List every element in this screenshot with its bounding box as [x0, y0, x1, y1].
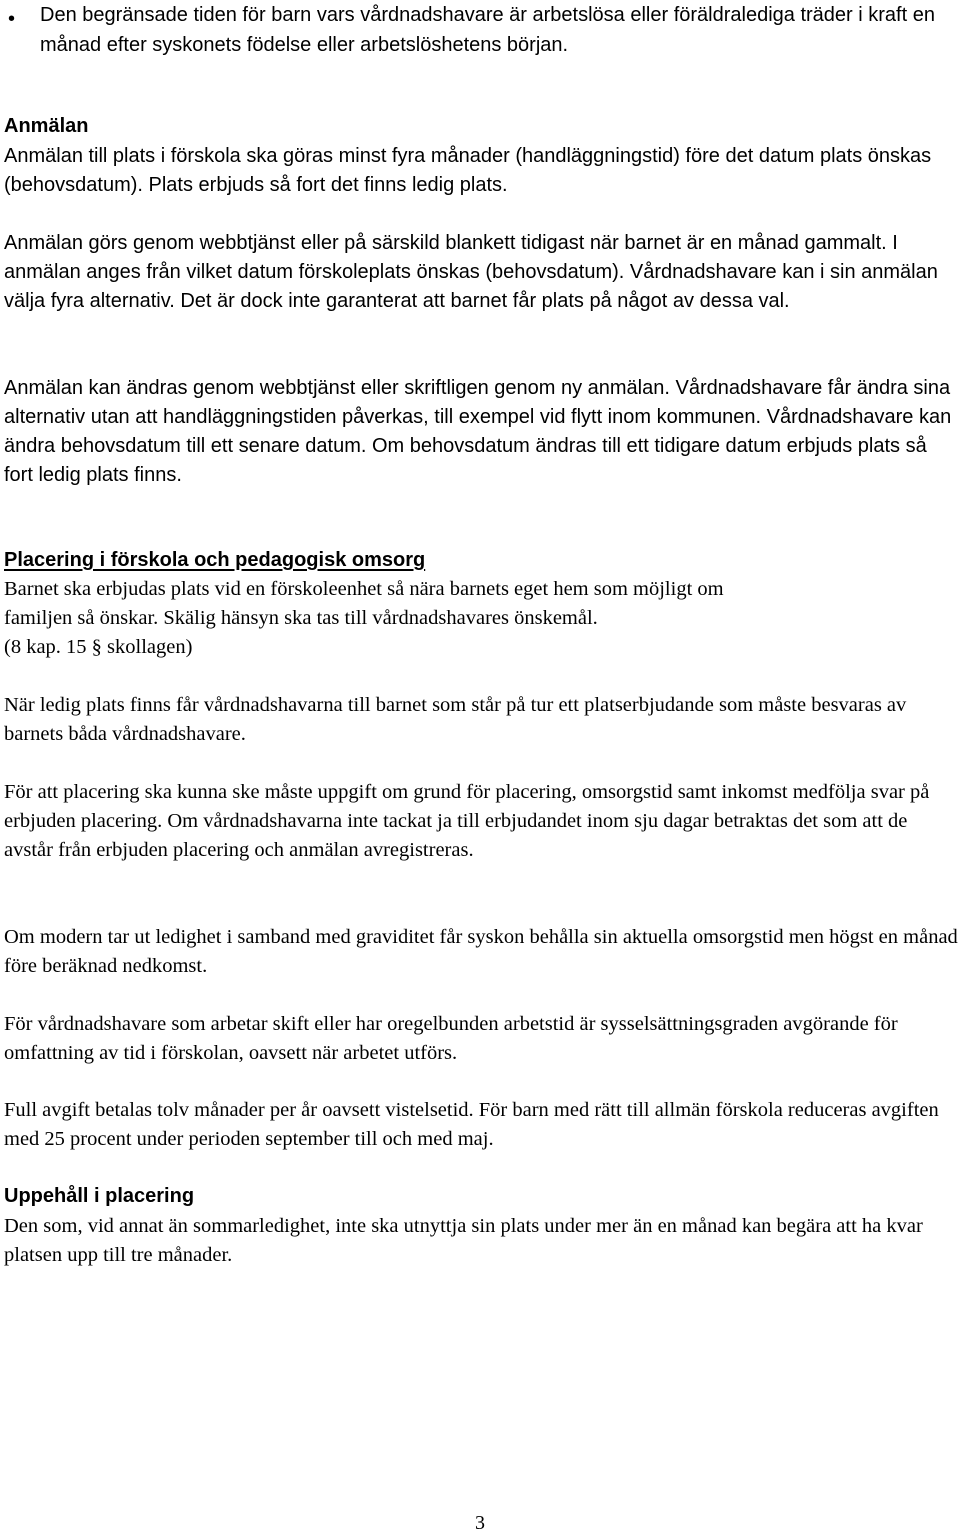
paragraph-line: familjen så önskar. Skälig hänsyn ska tas till vårdnadshavares önskemål. — [4, 607, 598, 629]
paragraph: Om modern tar ut ledighet i samband med graviditet får syskon behålla sin aktuella omsorgstid men högst en månad före beräknad nedkomst. — [4, 926, 958, 977]
paragraph: För vårdnadshavare som arbetar skift eller har oregelbunden arbetstid är sysselsättningsgraden avgörande för omfattning av tid i förskolan, oavsett när arbetet utförs. — [4, 1013, 898, 1064]
paragraph: För att placering ska kunna ske måste uppgift om grund för placering, omsorgstid samt inkomst medfölja svar på erbjuden placering. Om vårdnadshavarna inte tackat ja till erbjudandet inom sju dagar betraktas det som att de avstår från erbjuden placering och anmälan avregistreras. — [4, 781, 930, 861]
paragraph: När ledig plats finns får vårdnadshavarna till barnet som står på tur ett platserbjudande som måste besvaras av barnets båda vårdnadshavare. — [4, 694, 907, 745]
paragraph-line: Barnet ska erbjudas plats vid en förskoleenhet så nära barnets eget hem som möjligt om — [4, 578, 724, 600]
paragraph: Den som, vid annat än sommarledighet, inte ska utnyttja sin plats under mer än en månad kan begära att ha kvar platsen upp till tre månader. — [4, 1215, 923, 1266]
section-heading-uppehall: Uppehåll i placering — [4, 1185, 195, 1207]
section-heading-placering: Placering i förskola och pedagogisk omsorg — [4, 549, 426, 571]
paragraph: Anmälan kan ändras genom webbtjänst eller skriftligen genom ny anmälan. Vårdnadshavare får ändra sina alternativ utan att handläggningstiden påverkas, till exempel vid flytt inom kommunen. Vårdnadshavare kan ändra behovsdatum till ett senare datum. Om behovsdatum ändras till ett tidigare datum erbjuds plats så fort ledig plats finns. — [4, 377, 952, 486]
paragraph — [4, 575, 958, 662]
paragraph: Anmälan görs genom webbtjänst eller på särskild blankett tidigast när barnet är en månad gammalt. I anmälan anges från vilket datum förskoleplats önskas (behovsdatum). Vårdnadshavare kan i sin anmälan välja fyra alternativ. Det är dock inte garanterat att barnet får plats på något av dessa val. — [4, 232, 938, 312]
list-item-text: Den begränsade tiden för barn vars vårdnadshavare är arbetslösa eller föräldralediga träder i kraft en månad efter syskonets födelse eller arbetslöshetens början. — [40, 4, 935, 56]
page-number: 3 — [475, 1512, 485, 1534]
section-heading-anmalan: Anmälan — [4, 115, 89, 137]
paragraph-line: (8 kap. 15 § skollagen) — [4, 636, 193, 658]
paragraph: Anmälan till plats i förskola ska göras minst fyra månader (handläggningstid) före det datum plats önskas (behovsdatum). Plats erbjuds så fort det finns ledig plats. — [4, 145, 932, 196]
bullet-icon: • — [8, 8, 16, 30]
paragraph: Full avgift betalas tolv månader per år oavsett vistelsetid. För barn med rätt till allmän förskola reduceras avgiften med 25 procent under perioden september till och med maj. — [4, 1099, 939, 1150]
